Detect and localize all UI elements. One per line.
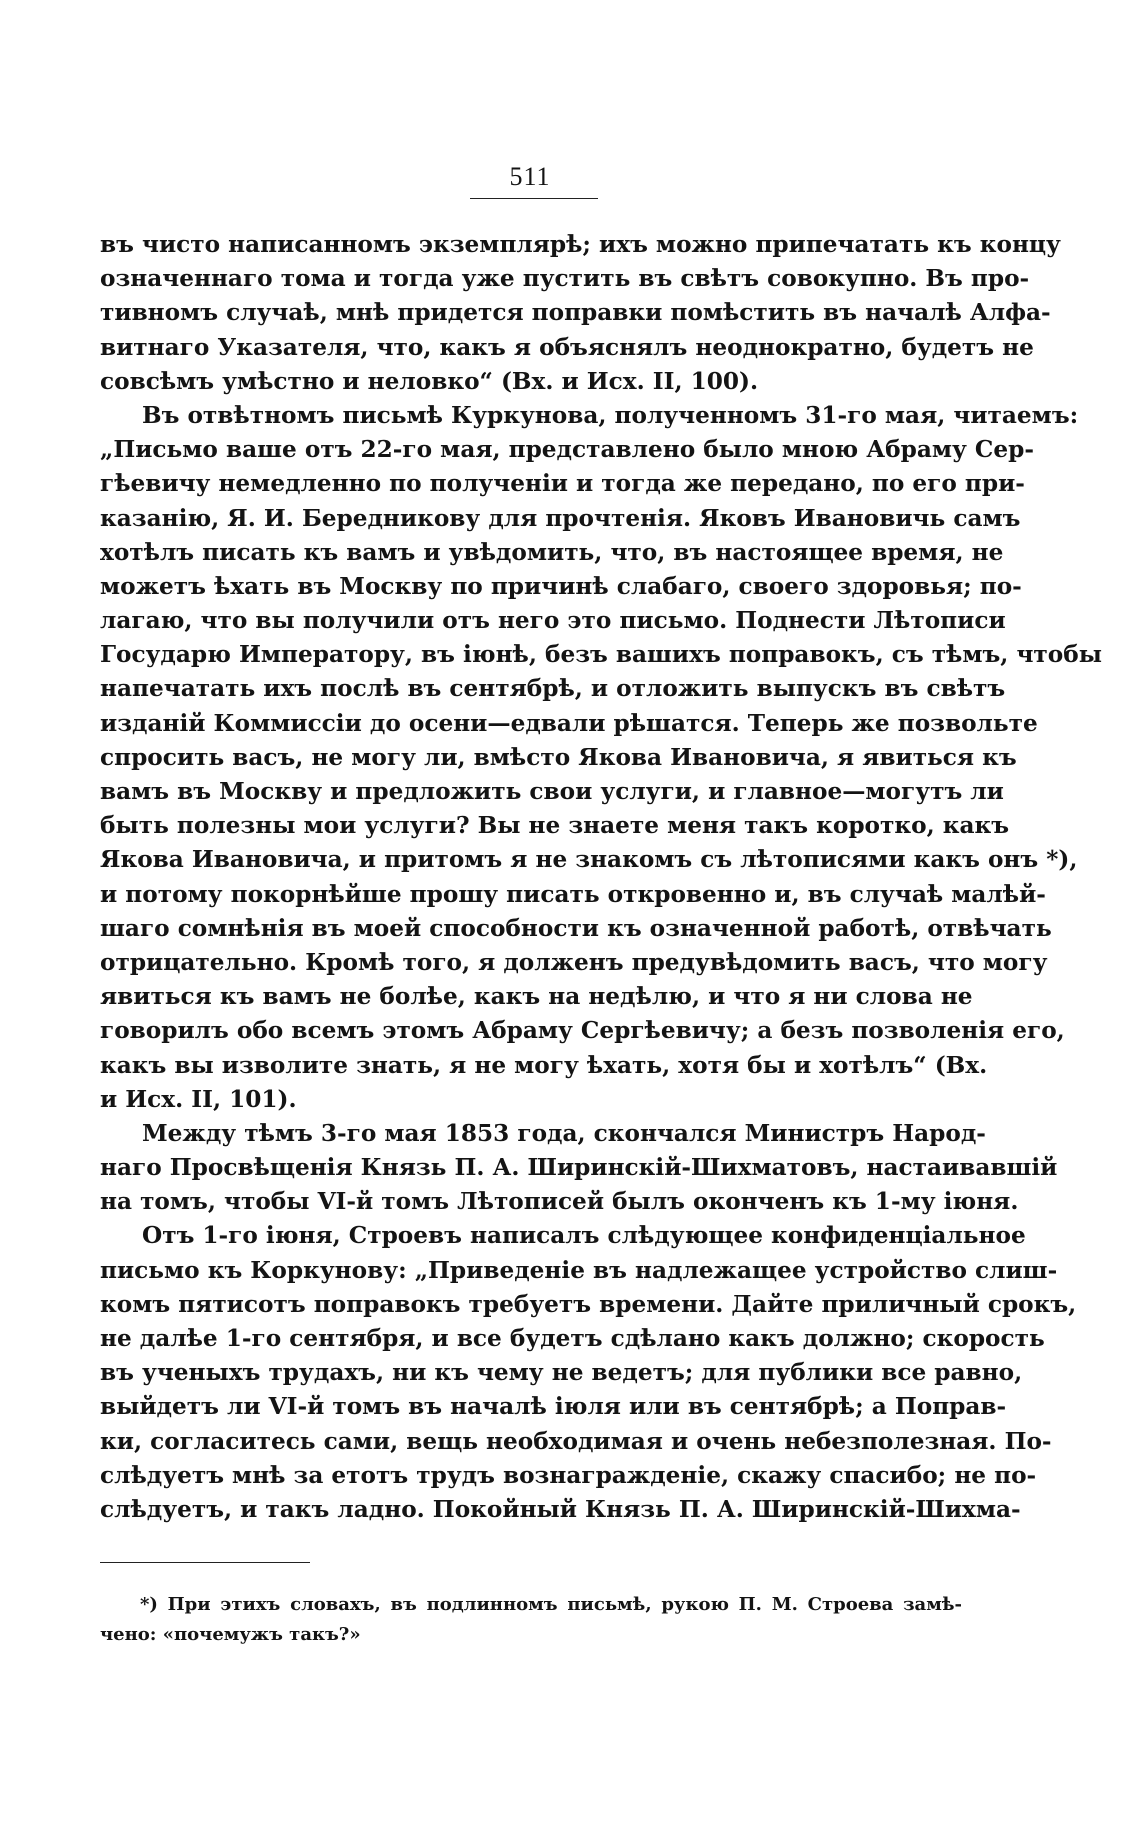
footnote	[100, 1590, 962, 1650]
page-number-rule	[470, 198, 598, 199]
text-line: лагаю, что вы получили отъ него это письмо. Поднести Лѣтописи	[100, 607, 1006, 635]
text-line: и Исх. II, 101).	[100, 1085, 297, 1113]
text-line: можетъ ѣхать въ Москву по причинѣ слабаго, своего здоровья; по-	[100, 572, 1022, 600]
text-line: напечатать ихъ послѣ въ сентябрѣ, и отложить выпускъ въ свѣтъ	[100, 675, 1006, 703]
text-line: означеннаго тома и тогда уже пустить въ свѣтъ совокупно. Въ про-	[100, 265, 1030, 293]
text-line: и потому покорнѣйше прошу писать откровенно и, въ случаѣ малѣй-	[100, 880, 1046, 908]
text-line: Государю Императору, въ іюнѣ, безъ вашихъ поправокъ, съ тѣмъ, чтобы	[100, 641, 1102, 669]
footnote-line: чено: «почемужъ такъ?»	[100, 1624, 361, 1645]
text-line: быть полезны мои услуги? Вы не знаете меня такъ коротко, какъ	[100, 812, 1010, 840]
text-line: на томъ, чтобы VI-й томъ Лѣтописей былъ оконченъ къ 1-му іюня.	[100, 1188, 1019, 1216]
text-line: хотѣлъ писать къ вамъ и увѣдомить, что, въ настоящее время, не	[100, 538, 1004, 566]
text-line: въ чисто написанномъ экземплярѣ; ихъ можно припечатать къ концу	[100, 231, 1061, 258]
text-line: не далѣе 1-го сентября, и все будетъ сдѣлано какъ должно; скорость	[100, 1325, 1045, 1352]
text-line: „Письмо ваше отъ 22-го мая, представлено было мною Абраму Сер-	[100, 436, 1034, 464]
text-line: изданій Коммиссіи до осени—едвали рѣшатся. Теперь же позвольте	[100, 709, 1038, 737]
text-line: говорилъ обо всемъ этомъ Абраму Сергѣевичу; а безъ позволенія его,	[100, 1017, 1065, 1045]
text-line: вамъ въ Москву и предложить свои услуги, и главное—могутъ ли	[100, 778, 1004, 805]
text-line: Отъ 1-го іюня, Строевъ написалъ слѣдующее конфиденціальное	[142, 1222, 1026, 1250]
text-line: Между тѣмъ 3-го мая 1853 года, скончался Министръ Народ-	[142, 1119, 986, 1147]
text-line: витнаго Указателя, что, какъ я объяснялъ неоднократно, будетъ не	[100, 333, 1034, 361]
text-line: выйдетъ ли VI-й томъ въ началѣ іюля или въ сентябрѣ; а Поправ-	[100, 1393, 1007, 1421]
text-line: наго Просвѣщенія Князь П. А. Ширинскій-Шихматовъ, настаивавшій	[100, 1154, 1058, 1182]
text-line: отрицательно. Кромѣ того, я долженъ предувѣдомить васъ, что могу	[100, 948, 1048, 976]
page-number: 511	[509, 162, 551, 191]
footnote-line: *) При этихъ словахъ, въ подлинномъ письмѣ, рукою П. М. Строева замѣ-	[140, 1594, 962, 1615]
text-line: совсѣмъ умѣстно и неловко“ (Вх. и Исх. II, 100).	[100, 367, 759, 395]
text-line: шаго сомнѣнія въ моей способности къ означенной работѣ, отвѣчать	[100, 914, 1052, 942]
text-line: комъ пятисотъ поправокъ требуетъ времени. Дайте приличный срокъ,	[100, 1290, 1077, 1318]
text-line: тивномъ случаѣ, мнѣ придется поправки помѣстить въ началѣ Алфа-	[100, 299, 1051, 327]
footnote-rule	[100, 1562, 310, 1563]
text-line: слѣдуетъ, и такъ ладно. Покойный Князь П. А. Ширинскій-Шихма-	[100, 1495, 1021, 1523]
text-line: гѣевичу немедленно по полученіи и тогда же передано, по его при-	[100, 470, 1025, 498]
body-text	[100, 228, 1102, 1527]
text-line: какъ вы изволите знать, я не могу ѣхать, хотя бы и хотѣлъ“ (Вх.	[100, 1051, 988, 1079]
text-line: ки, согласитесь сами, вещь необходимая и очень небезполезная. По-	[100, 1427, 1052, 1455]
text-line: явиться къ вамъ не болѣе, какъ на недѣлю, и что я ни слова не	[100, 983, 973, 1011]
text-line: спросить васъ, не могу ли, вмѣсто Якова Ивановича, я явиться къ	[100, 743, 1017, 771]
text-line: письмо къ Коркунову: „Приведеніе въ надлежащее устройство слиш-	[100, 1256, 1058, 1284]
text-line: казанію, Я. И. Бередникову для прочтенія. Яковъ Ивановичь самъ	[100, 504, 1021, 532]
text-line: Въ отвѣтномъ письмѣ Куркунова, полученномъ 31-го мая, читаемъ:	[142, 401, 1079, 429]
text-line: Якова Ивановича, и притомъ я не знакомъ съ лѣтописями какъ онъ *),	[100, 846, 1078, 874]
text-line: слѣдуетъ мнѣ за етотъ трудъ вознагражденіе, скажу спасибо; не по-	[100, 1461, 1037, 1489]
text-line: въ ученыхъ трудахъ, ни къ чему не ведетъ; для публики все равно,	[100, 1359, 1023, 1387]
